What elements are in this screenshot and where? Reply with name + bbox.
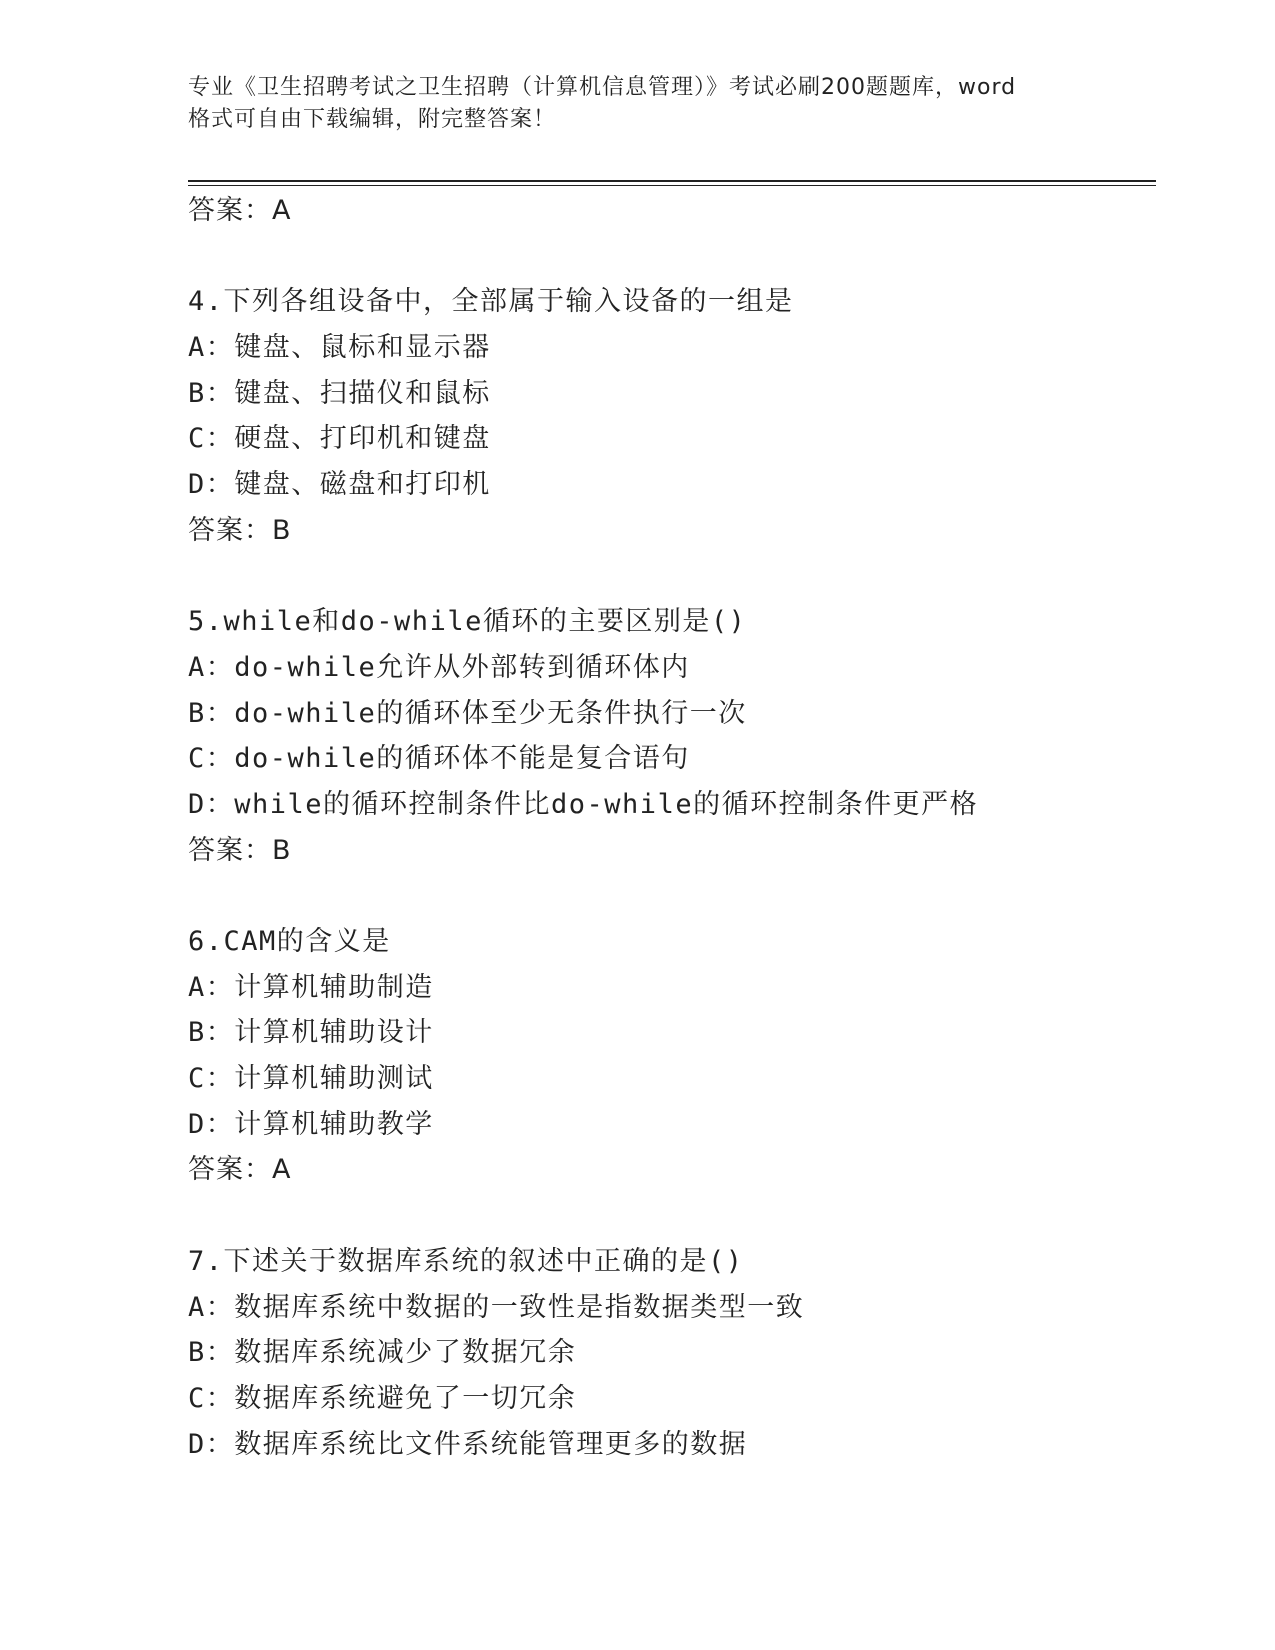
- option-d: D：数据库系统比文件系统能管理更多的数据: [188, 1428, 748, 1460]
- spacer: [188, 554, 1168, 600]
- answer: 答案：B: [188, 834, 292, 866]
- option-c: C：硬盘、打印机和键盘: [188, 423, 491, 455]
- spacer: [188, 1193, 1168, 1239]
- option-a: A：键盘、鼠标和显示器: [188, 332, 491, 364]
- spacer: [188, 234, 1168, 280]
- option-b: B：数据库系统减少了数据冗余: [188, 1337, 577, 1369]
- answer: 答案：A: [188, 1154, 292, 1186]
- option-a: A：计算机辅助制造: [188, 971, 434, 1003]
- option-d: D：计算机辅助教学: [188, 1108, 434, 1140]
- document-header: [188, 72, 1088, 136]
- header-line-2: 格式可自由下载编辑，附完整答案！: [188, 107, 557, 132]
- question-4: [188, 279, 1168, 553]
- question-6: [188, 919, 1168, 1193]
- option-b: B：do-while的循环体至少无条件执行一次: [188, 697, 747, 729]
- question-7: [188, 1239, 1168, 1467]
- question-stem: 4.下列各组设备中，全部属于输入设备的一组是: [188, 286, 794, 318]
- header-divider-thick: [188, 180, 1156, 182]
- answer-prev: 答案：A: [188, 195, 292, 226]
- question-stem: 7.下述关于数据库系统的叙述中正确的是(): [188, 1245, 744, 1277]
- header-divider-thin: [188, 185, 1156, 186]
- question-5: [188, 599, 1168, 873]
- option-b: B：键盘、扫描仪和鼠标: [188, 377, 491, 409]
- option-b: B：计算机辅助设计: [188, 1017, 434, 1049]
- option-d: D：键盘、磁盘和打印机: [188, 469, 491, 501]
- option-d: D：while的循环控制条件比do-while的循环控制条件更严格: [188, 788, 979, 820]
- question-list: [188, 188, 1168, 1467]
- option-c: C：计算机辅助测试: [188, 1063, 434, 1095]
- option-a: A：数据库系统中数据的一致性是指数据类型一致: [188, 1291, 805, 1323]
- option-c: C：数据库系统避免了一切冗余: [188, 1382, 577, 1414]
- question-stem: 5.while和do-while循环的主要区别是(): [188, 606, 747, 638]
- header-line-1: 专业《卫生招聘考试之卫生招聘（计算机信息管理）》考试必刷200题题库，word: [188, 75, 1017, 100]
- question-stem: 6.CAM的含义是: [188, 926, 391, 957]
- answer: 答案：B: [188, 514, 292, 546]
- option-c: C：do-while的循环体不能是复合语句: [188, 743, 690, 775]
- option-a: A：do-while允许从外部转到循环体内: [188, 651, 690, 683]
- spacer: [188, 873, 1168, 919]
